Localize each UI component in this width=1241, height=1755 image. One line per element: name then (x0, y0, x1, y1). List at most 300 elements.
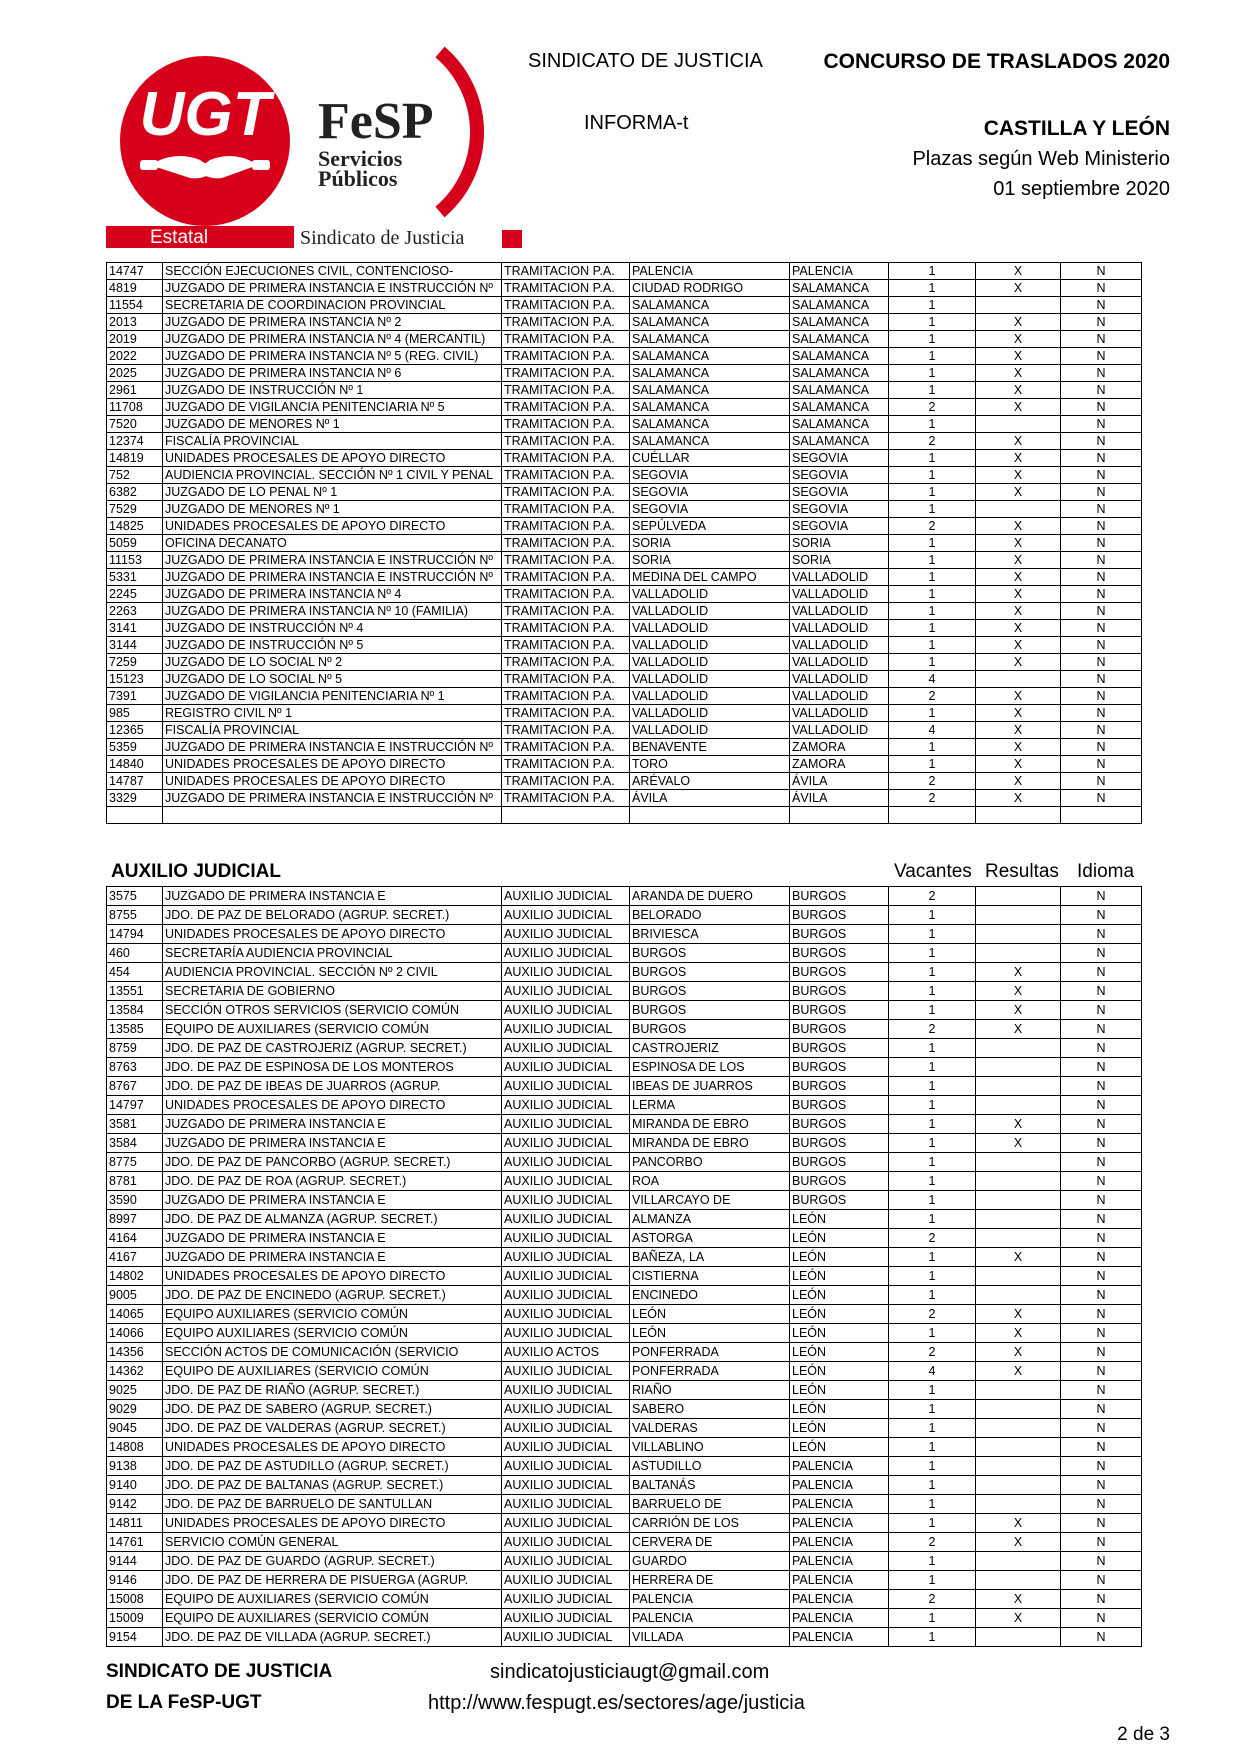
cell-code: 7520 (107, 416, 163, 433)
table-row (107, 586, 1142, 603)
cell-organo: JDO. DE PAZ DE ENCINEDO (AGRUP. SECRET.) (163, 1286, 502, 1305)
cell-cuerpo: TRAMITACION P.A. (502, 518, 630, 535)
cell-cuerpo: TRAMITACION P.A. (502, 569, 630, 586)
cell-vacantes: 1 (889, 501, 976, 518)
cell-organo: JDO. DE PAZ DE GUARDO (AGRUP. SECRET.) (163, 1552, 502, 1571)
cell-localidad: SABERO (630, 1400, 790, 1419)
table-row (107, 1077, 1142, 1096)
cell-cuerpo: TRAMITACION P.A. (502, 552, 630, 569)
cell-localidad: VALLADOLID (630, 586, 790, 603)
table-row (107, 348, 1142, 365)
cell-idioma: N (1061, 450, 1142, 467)
cell-idioma: N (1061, 501, 1142, 518)
cell-vacantes: 2 (889, 433, 976, 450)
cell-resultas: X (976, 331, 1061, 348)
cell-cuerpo: TRAMITACION P.A. (502, 739, 630, 756)
cell-code: 4164 (107, 1229, 163, 1248)
cell-vacantes: 2 (889, 1343, 976, 1362)
table-row (107, 887, 1142, 906)
table-row (107, 1476, 1142, 1495)
cell-code: 12374 (107, 433, 163, 450)
cell-localidad: SALAMANCA (630, 348, 790, 365)
cell-provincia: VALLADOLID (790, 637, 889, 654)
cell-resultas (976, 1495, 1061, 1514)
cell-organo: EQUIPO DE AUXILIARES (SERVICIO COMÚN (163, 1362, 502, 1381)
cell-code: 14761 (107, 1533, 163, 1552)
footer-email[interactable]: sindicatojusticiaugt@gmail.com (490, 1661, 770, 1683)
cell-cuerpo: AUXILIO JUDICIAL (502, 1514, 630, 1533)
cell-idioma: N (1061, 790, 1142, 807)
cell-resultas (976, 1096, 1061, 1115)
cell-organo: JUZGADO DE PRIMERA INSTANCIA E INSTRUCCIÓN Nº (163, 280, 502, 297)
cell-organo: JDO. DE PAZ DE ROA (AGRUP. SECRET.) (163, 1172, 502, 1191)
cell-resultas: X (976, 790, 1061, 807)
cell-organo: FISCALÍA PROVINCIAL (163, 433, 502, 450)
cell-cuerpo: AUXILIO JUDICIAL (502, 1533, 630, 1552)
cell-cuerpo: AUXILIO JUDICIAL (502, 1305, 630, 1324)
cell-localidad: ARÉVALO (630, 773, 790, 790)
cell-vacantes: 1 (889, 654, 976, 671)
cell-vacantes: 1 (889, 263, 976, 280)
cell-organo: EQUIPO AUXILIARES (SERVICIO COMÚN (163, 1305, 502, 1324)
cell-vacantes: 1 (889, 1210, 976, 1229)
cell-resultas (976, 1628, 1061, 1647)
cell-localidad: BURGOS (630, 963, 790, 982)
cell-resultas (976, 1457, 1061, 1476)
table-row (107, 1343, 1142, 1362)
cell-cuerpo: AUXILIO JUDICIAL (502, 1628, 630, 1647)
cell-provincia: SALAMANCA (790, 331, 889, 348)
cell-code: 14747 (107, 263, 163, 280)
cell-localidad: HERRERA DE (630, 1571, 790, 1590)
cell-code: 14362 (107, 1362, 163, 1381)
cell-resultas: X (976, 1305, 1061, 1324)
table-row (107, 450, 1142, 467)
cell-provincia: BURGOS (790, 1153, 889, 1172)
cell-cuerpo: AUXILIO JUDICIAL (502, 963, 630, 982)
table-row (107, 1096, 1142, 1115)
cell-vacantes: 1 (889, 603, 976, 620)
cell-localidad: VILLABLINO (630, 1438, 790, 1457)
cell-cuerpo: AUXILIO JUDICIAL (502, 1476, 630, 1495)
cell-cuerpo: AUXILIO JUDICIAL (502, 1457, 630, 1476)
cell-cuerpo: AUXILIO JUDICIAL (502, 906, 630, 925)
fesp-arc (440, 52, 477, 212)
cell-localidad: SALAMANCA (630, 365, 790, 382)
cell-code: 8997 (107, 1210, 163, 1229)
cell-idioma: N (1061, 1096, 1142, 1115)
cell-organo (163, 807, 502, 824)
cell-localidad: BAÑEZA, LA (630, 1248, 790, 1267)
cell-idioma: N (1061, 1153, 1142, 1172)
cell-resultas: X (976, 1514, 1061, 1533)
cell-code: 8759 (107, 1039, 163, 1058)
cell-organo: JUZGADO DE INSTRUCCIÓN Nº 5 (163, 637, 502, 654)
cell-code: 2245 (107, 586, 163, 603)
cell-localidad: IBEAS DE JUARROS (630, 1077, 790, 1096)
cell-organo: JUZGADO DE PRIMERA INSTANCIA Nº 6 (163, 365, 502, 382)
cell-localidad: CUÉLLAR (630, 450, 790, 467)
cell-code: 2013 (107, 314, 163, 331)
cell-localidad: BELORADO (630, 906, 790, 925)
cell-vacantes: 1 (889, 1400, 976, 1419)
cell-resultas (976, 1191, 1061, 1210)
cell-provincia: SALAMANCA (790, 416, 889, 433)
cell-vacantes: 2 (889, 773, 976, 790)
cell-vacantes: 1 (889, 906, 976, 925)
cell-cuerpo: AUXILIO JUDICIAL (502, 1495, 630, 1514)
cell-code: 9025 (107, 1381, 163, 1400)
cell-resultas (976, 925, 1061, 944)
cell-provincia: ZAMORA (790, 756, 889, 773)
cell-provincia: BURGOS (790, 887, 889, 906)
cell-vacantes (889, 807, 976, 824)
cell-vacantes: 2 (889, 1020, 976, 1039)
cell-vacantes: 1 (889, 586, 976, 603)
cell-resultas: X (976, 535, 1061, 552)
cell-resultas: X (976, 450, 1061, 467)
cell-provincia: SEGOVIA (790, 501, 889, 518)
table-row (107, 773, 1142, 790)
cell-resultas: X (976, 705, 1061, 722)
cell-idioma: N (1061, 586, 1142, 603)
cell-vacantes: 1 (889, 1115, 976, 1134)
cell-code: 8767 (107, 1077, 163, 1096)
cell-vacantes: 1 (889, 1438, 976, 1457)
cell-resultas (976, 1571, 1061, 1590)
cell-localidad: PONFERRADA (630, 1343, 790, 1362)
cell-idioma: N (1061, 1305, 1142, 1324)
cell-provincia: LEÓN (790, 1438, 889, 1457)
cell-vacantes: 1 (889, 348, 976, 365)
cell-vacantes: 1 (889, 963, 976, 982)
table-row (107, 807, 1142, 824)
cell-resultas: X (976, 963, 1061, 982)
cell-resultas: X (976, 518, 1061, 535)
cell-organo: JUZGADO DE PRIMERA INSTANCIA E (163, 1191, 502, 1210)
cell-resultas: X (976, 1590, 1061, 1609)
cell-localidad: ÁVILA (630, 790, 790, 807)
table-row (107, 552, 1142, 569)
cell-resultas: X (976, 756, 1061, 773)
table-row (107, 722, 1142, 739)
cell-resultas: X (976, 365, 1061, 382)
cell-resultas: X (976, 263, 1061, 280)
cell-idioma: N (1061, 906, 1142, 925)
cell-resultas (976, 1229, 1061, 1248)
cell-localidad: PALENCIA (630, 1590, 790, 1609)
cell-resultas (976, 501, 1061, 518)
cell-cuerpo: TRAMITACION P.A. (502, 314, 630, 331)
cell-idioma: N (1061, 705, 1142, 722)
cell-provincia: LEÓN (790, 1229, 889, 1248)
cell-code: 7391 (107, 688, 163, 705)
cell-vacantes: 2 (889, 1305, 976, 1324)
cell-cuerpo: TRAMITACION P.A. (502, 399, 630, 416)
cell-idioma: N (1061, 1210, 1142, 1229)
cell-organo: JUZGADO DE VIGILANCIA PENITENCIARIA Nº 1 (163, 688, 502, 705)
cell-code: 3590 (107, 1191, 163, 1210)
table-row (107, 331, 1142, 348)
cell-idioma: N (1061, 944, 1142, 963)
cell-cuerpo: AUXILIO JUDICIAL (502, 1267, 630, 1286)
table-row (107, 297, 1142, 314)
cell-vacantes: 1 (889, 637, 976, 654)
cell-organo: JUZGADO DE INSTRUCCIÓN Nº 4 (163, 620, 502, 637)
table-row (107, 620, 1142, 637)
cell-resultas (976, 1058, 1061, 1077)
cell-provincia: ÁVILA (790, 773, 889, 790)
cell-idioma: N (1061, 1134, 1142, 1153)
cell-provincia: VALLADOLID (790, 620, 889, 637)
cell-provincia: SALAMANCA (790, 280, 889, 297)
cell-vacantes: 2 (889, 887, 976, 906)
cell-vacantes: 1 (889, 739, 976, 756)
cell-resultas (976, 944, 1061, 963)
cell-resultas (976, 1400, 1061, 1419)
cell-resultas: X (976, 654, 1061, 671)
cell-idioma: N (1061, 569, 1142, 586)
cell-code: 9144 (107, 1552, 163, 1571)
cell-idioma: N (1061, 603, 1142, 620)
cell-vacantes: 1 (889, 1457, 976, 1476)
cell-resultas: X (976, 586, 1061, 603)
table-row (107, 1039, 1142, 1058)
header-region: CASTILLA Y LEÓN (983, 117, 1170, 140)
cell-cuerpo: TRAMITACION P.A. (502, 416, 630, 433)
cell-cuerpo (502, 807, 630, 824)
cell-code: 14794 (107, 925, 163, 944)
header-informa: INFORMA-t (584, 112, 689, 134)
cell-vacantes: 1 (889, 467, 976, 484)
header-plazas: Plazas según Web Ministerio (912, 148, 1170, 170)
table-row (107, 1571, 1142, 1590)
cell-resultas (976, 1210, 1061, 1229)
cell-cuerpo: TRAMITACION P.A. (502, 620, 630, 637)
cell-organo: JUZGADO DE PRIMERA INSTANCIA Nº 5 (REG. CIVIL) (163, 348, 502, 365)
cell-code: 14819 (107, 450, 163, 467)
table-row (107, 1438, 1142, 1457)
cell-cuerpo: AUXILIO JUDICIAL (502, 1571, 630, 1590)
cell-code: 13584 (107, 1001, 163, 1020)
cell-resultas: X (976, 688, 1061, 705)
cell-vacantes: 1 (889, 1191, 976, 1210)
cell-cuerpo: TRAMITACION P.A. (502, 297, 630, 314)
cell-vacantes: 1 (889, 535, 976, 552)
table-row (107, 484, 1142, 501)
cell-provincia: BURGOS (790, 1134, 889, 1153)
table-row (107, 1533, 1142, 1552)
cell-vacantes: 4 (889, 722, 976, 739)
cell-idioma: N (1061, 620, 1142, 637)
cell-vacantes: 2 (889, 790, 976, 807)
cell-localidad: LERMA (630, 1096, 790, 1115)
cell-localidad (630, 807, 790, 824)
cell-resultas: X (976, 982, 1061, 1001)
cell-idioma: N (1061, 773, 1142, 790)
cell-idioma: N (1061, 1495, 1142, 1514)
cell-organo: UNIDADES PROCESALES DE APOYO DIRECTO (163, 1438, 502, 1457)
cell-code: 14065 (107, 1305, 163, 1324)
cell-resultas: X (976, 637, 1061, 654)
cell-cuerpo: AUXILIO JUDICIAL (502, 1191, 630, 1210)
cell-organo: JDO. DE PAZ DE ESPINOSA DE LOS MONTEROS (163, 1058, 502, 1077)
table-row (107, 1134, 1142, 1153)
cell-cuerpo: TRAMITACION P.A. (502, 450, 630, 467)
cell-idioma: N (1061, 1039, 1142, 1058)
table-row (107, 1514, 1142, 1533)
cell-vacantes: 1 (889, 1609, 976, 1628)
cell-code: 14808 (107, 1438, 163, 1457)
cell-code: 14797 (107, 1096, 163, 1115)
cell-code: 9146 (107, 1571, 163, 1590)
cell-organo: JUZGADO DE LO SOCIAL Nº 5 (163, 671, 502, 688)
cell-provincia: SALAMANCA (790, 433, 889, 450)
servicios-text: Servicios (318, 146, 403, 171)
cell-cuerpo: TRAMITACION P.A. (502, 688, 630, 705)
cell-code: 2019 (107, 331, 163, 348)
cell-code: 9045 (107, 1419, 163, 1438)
table-row (107, 1286, 1142, 1305)
cell-idioma: N (1061, 1476, 1142, 1495)
cell-vacantes: 4 (889, 1362, 976, 1381)
cell-resultas (976, 1381, 1061, 1400)
cell-organo: SECRETARÍA AUDIENCIA PROVINCIAL (163, 944, 502, 963)
cell-provincia: PALENCIA (790, 1476, 889, 1495)
cell-localidad: SORIA (630, 535, 790, 552)
column-header-idioma: Idioma (1077, 861, 1135, 882)
cell-localidad: VALLADOLID (630, 671, 790, 688)
cell-provincia: VALLADOLID (790, 705, 889, 722)
table-row (107, 603, 1142, 620)
table-row (107, 1419, 1142, 1438)
cell-organo: EQUIPO DE AUXILIARES (SERVICIO COMÚN (163, 1609, 502, 1628)
cell-vacantes: 2 (889, 688, 976, 705)
cell-provincia: PALENCIA (790, 1590, 889, 1609)
cell-vacantes: 1 (889, 1324, 976, 1343)
cell-resultas (976, 887, 1061, 906)
cell-cuerpo: TRAMITACION P.A. (502, 263, 630, 280)
cell-code: 2263 (107, 603, 163, 620)
cell-provincia: LEÓN (790, 1286, 889, 1305)
cell-organo: SECRETARIA DE GOBIERNO (163, 982, 502, 1001)
cell-code: 9029 (107, 1400, 163, 1419)
cell-provincia: BURGOS (790, 1172, 889, 1191)
cell-provincia: ÁVILA (790, 790, 889, 807)
cell-provincia: PALENCIA (790, 1571, 889, 1590)
cell-provincia: BURGOS (790, 1096, 889, 1115)
cell-vacantes: 1 (889, 982, 976, 1001)
cell-organo: UNIDADES PROCESALES DE APOYO DIRECTO (163, 518, 502, 535)
cell-vacantes: 1 (889, 1476, 976, 1495)
cell-organo: JUZGADO DE PRIMERA INSTANCIA E (163, 1115, 502, 1134)
cell-idioma: N (1061, 1020, 1142, 1039)
table-row (107, 1001, 1142, 1020)
cell-organo: JDO. DE PAZ DE PANCORBO (AGRUP. SECRET.) (163, 1153, 502, 1172)
cell-organo: JUZGADO DE MENORES Nº 1 (163, 416, 502, 433)
cell-idioma: N (1061, 1248, 1142, 1267)
cell-provincia: BURGOS (790, 944, 889, 963)
cell-code: 12365 (107, 722, 163, 739)
cell-provincia: PALENCIA (790, 1628, 889, 1647)
table-row (107, 705, 1142, 722)
cell-provincia: VALLADOLID (790, 671, 889, 688)
cell-organo: UNIDADES PROCESALES DE APOYO DIRECTO (163, 925, 502, 944)
footer-url[interactable]: http://www.fespugt.es/sectores/age/justicia (428, 1692, 805, 1714)
cell-localidad: SALAMANCA (630, 433, 790, 450)
cell-idioma: N (1061, 263, 1142, 280)
cell-organo: JUZGADO DE LO PENAL Nº 1 (163, 484, 502, 501)
cell-organo: UNIDADES PROCESALES DE APOYO DIRECTO (163, 1096, 502, 1115)
cell-code (107, 807, 163, 824)
cell-idioma: N (1061, 331, 1142, 348)
cell-localidad: BURGOS (630, 1020, 790, 1039)
cell-organo: JUZGADO DE PRIMERA INSTANCIA E (163, 1229, 502, 1248)
cell-code: 15008 (107, 1590, 163, 1609)
cell-provincia: BURGOS (790, 1058, 889, 1077)
cell-localidad: PANCORBO (630, 1153, 790, 1172)
ugt-fesp-logo (0, 0, 560, 260)
cell-organo: UNIDADES PROCESALES DE APOYO DIRECTO (163, 1514, 502, 1533)
cell-resultas: X (976, 399, 1061, 416)
table-row (107, 944, 1142, 963)
table-row (107, 1191, 1142, 1210)
cell-vacantes: 1 (889, 1286, 976, 1305)
table-row (107, 1324, 1142, 1343)
table-row (107, 906, 1142, 925)
cell-localidad: RIAÑO (630, 1381, 790, 1400)
table-row (107, 1229, 1142, 1248)
cell-localidad: BURGOS (630, 1001, 790, 1020)
cell-provincia: ZAMORA (790, 739, 889, 756)
cell-localidad: GUARDO (630, 1552, 790, 1571)
cell-localidad: BALTANÁS (630, 1476, 790, 1495)
cell-provincia: LEÓN (790, 1324, 889, 1343)
cell-vacantes: 4 (889, 671, 976, 688)
cell-organo: JDO. DE PAZ DE BARRUELO DE SANTULLAN (163, 1495, 502, 1514)
cell-idioma: N (1061, 1077, 1142, 1096)
cell-idioma (1061, 807, 1142, 824)
cell-organo: JDO. DE PAZ DE ALMANZA (AGRUP. SECRET.) (163, 1210, 502, 1229)
cell-organo: SECCIÓN ACTOS DE COMUNICACIÓN (SERVICIO (163, 1343, 502, 1362)
cell-organo: SECCIÓN OTROS SERVICIOS (SERVICIO COMÚN (163, 1001, 502, 1020)
cell-localidad: SALAMANCA (630, 314, 790, 331)
cell-idioma: N (1061, 297, 1142, 314)
cell-vacantes: 1 (889, 1248, 976, 1267)
cell-cuerpo: AUXILIO JUDICIAL (502, 1210, 630, 1229)
cell-vacantes: 1 (889, 1381, 976, 1400)
table-row (107, 925, 1142, 944)
cell-organo: JUZGADO DE VIGILANCIA PENITENCIARIA Nº 5 (163, 399, 502, 416)
cell-code: 9138 (107, 1457, 163, 1476)
table-row (107, 1153, 1142, 1172)
cell-provincia: BURGOS (790, 963, 889, 982)
cell-idioma: N (1061, 399, 1142, 416)
cell-resultas: X (976, 280, 1061, 297)
cell-localidad: TORO (630, 756, 790, 773)
cell-cuerpo: TRAMITACION P.A. (502, 705, 630, 722)
cell-organo: EQUIPO AUXILIARES (SERVICIO COMÚN (163, 1324, 502, 1343)
cell-provincia: VALLADOLID (790, 569, 889, 586)
cell-vacantes: 1 (889, 1153, 976, 1172)
cell-code: 4167 (107, 1248, 163, 1267)
cell-localidad: CERVERA DE (630, 1533, 790, 1552)
auxilio-section-title: AUXILIO JUDICIAL (111, 861, 281, 882)
cell-cuerpo: TRAMITACION P.A. (502, 348, 630, 365)
table-row (107, 399, 1142, 416)
cell-code: 6382 (107, 484, 163, 501)
cell-provincia (790, 807, 889, 824)
